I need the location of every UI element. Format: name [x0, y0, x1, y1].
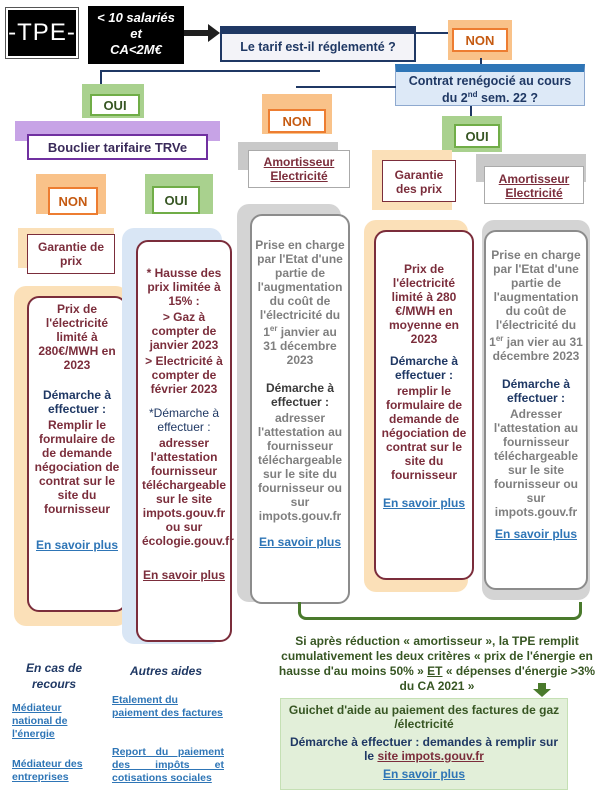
col4-card: [374, 230, 474, 580]
arrow-criteria-to-q1: [184, 30, 210, 36]
non-bouclier-tag: NON: [48, 187, 98, 215]
q2-line2: du 2nd sem. 22 ?: [442, 90, 538, 106]
criteria-box: [88, 6, 184, 64]
guichet-box: [280, 698, 568, 790]
col4-title: Garantie des prix: [382, 160, 456, 202]
question-contrat-renegocie: [395, 64, 585, 106]
non-q1-tag: NON: [452, 28, 508, 52]
col5-card: [484, 230, 588, 590]
connector-q2-non: [296, 86, 396, 88]
recours-item-1[interactable]: Médiateur national de l'énergie: [12, 702, 68, 740]
condition-text: Si après réduction « amortisseur », la TPE remplit cumulativement les deux critères « prix de l'énergie en hausse d'au moins 50% » ET « dépenses d'énergie >3% du CA 2021 »: [278, 634, 596, 693]
guichet-title: Guichet d'aide au paiement des factures de gaz /électricité: [288, 703, 560, 731]
autres-item-2[interactable]: Report du paiement des impôts et cotisations sociales: [112, 746, 224, 784]
col4-demarche: remplir le formulaire de demande de négociation de contrat sur le site du fournisseur: [381, 384, 467, 482]
q2-line1: Contrat renégocié au cours: [408, 74, 572, 88]
guichet-en-savoir-plus-link[interactable]: En savoir plus: [382, 767, 466, 781]
guichet-site-link[interactable]: site impots.gouv.fr: [377, 749, 484, 763]
col5-demarche-title: Démarche à effectuer :: [501, 377, 571, 405]
col1-title: Garantie de prix: [27, 234, 115, 274]
criteria-line2: et: [130, 26, 142, 41]
criteria-line3: CA<2M€: [110, 42, 162, 57]
arrow-head-icon: [208, 24, 220, 42]
col2-card: [136, 240, 232, 642]
oui-q2-tag: OUI: [454, 124, 500, 148]
col5-title: Amortisseur Electricité: [484, 166, 584, 204]
col1-demarche: Remplir le formulaire de de demande négociation de contrat sur le site du fournisseur: [34, 418, 120, 516]
criteria-line1: < 10 salariés: [97, 10, 175, 25]
col3-body: Prise en charge par l'Etat d'une partie de l'augmentation du coût de l'électricité du 1er janvier au 31 décembre 2023: [255, 238, 345, 367]
col2-en-savoir-plus-link[interactable]: En savoir plus: [142, 568, 226, 582]
recours-title: En cas de recours: [25, 661, 83, 691]
oui-q1-tag: OUI: [90, 94, 140, 116]
tpe-logo: -TPE-: [6, 8, 78, 58]
col2-demarche: adresser l'attestation fournisseur téléchargeable sur le site impots.gouv.fr ou sur écologie.gouv.fr: [142, 436, 234, 548]
col2-p2: > Gaz à compter de janvier 2023: [149, 310, 219, 352]
autres-title: Autres aides: [130, 664, 203, 678]
non-q2-tag: NON: [268, 109, 326, 133]
guichet-demarche: Démarche à effectuer : demandes à remplir sur le site impots.gouv.fr: [289, 735, 559, 763]
brace-connector: [298, 602, 582, 620]
col5-en-savoir-plus-link[interactable]: En savoir plus: [494, 527, 578, 541]
col1-demarche-title: Démarche à effectuer :: [42, 388, 112, 416]
col2-p1: * Hausse des prix limitée à 15% :: [146, 266, 222, 308]
col1-card: [27, 296, 127, 612]
col5-demarche: Adresser l'attestation au fournisseur téléchargeable sur le site fournisseur ou sur impots.gouv.fr: [493, 407, 579, 519]
col3-card: [250, 214, 350, 604]
autres-item-1[interactable]: Etalement du paiement des factures: [112, 694, 223, 719]
col3-demarche-title: Démarche à effectuer :: [265, 381, 335, 409]
col4-body: Prix de l'électricité limité à 280 €/MWH en moyenne en 2023: [388, 262, 460, 346]
col2-demarche-title: *Démarche à effectuer :: [148, 406, 220, 434]
connector-q1-oui-h: [100, 70, 320, 72]
recours-item-2[interactable]: Médiateur des entreprises: [12, 758, 83, 783]
question-tarif-reglemente: Le tarif est-il réglementé ?: [220, 26, 416, 62]
col3-en-savoir-plus-link[interactable]: En savoir plus: [258, 535, 342, 549]
col1-body: Prix de l'électricité limité à 280€/MWH en 2023: [38, 302, 116, 372]
col4-demarche-title: Démarche à effectuer :: [389, 354, 459, 382]
col3-demarche: adresser l'attestation au fournisseur téléchargeable sur le site du fournisseur ou sur impots.gouv.fr: [257, 411, 343, 523]
col4-en-savoir-plus-link[interactable]: En savoir plus: [382, 496, 466, 510]
col5-body: Prise en charge par l'Etat d'une partie de l'augmentation du coût de l'électricité du 1er jan vier au 31 décembre 2023: [489, 248, 583, 363]
col2-p3: > Electricité à compter de février 2023: [145, 354, 223, 396]
oui-bouclier-tag: OUI: [152, 186, 200, 214]
col1-en-savoir-plus-link[interactable]: En savoir plus: [35, 538, 119, 552]
arrow-down-head-icon: [533, 689, 551, 697]
bouclier-tarifaire-title: Bouclier tarifaire TRVe: [27, 134, 208, 160]
col3-title: Amortisseur Electricité: [248, 150, 350, 188]
